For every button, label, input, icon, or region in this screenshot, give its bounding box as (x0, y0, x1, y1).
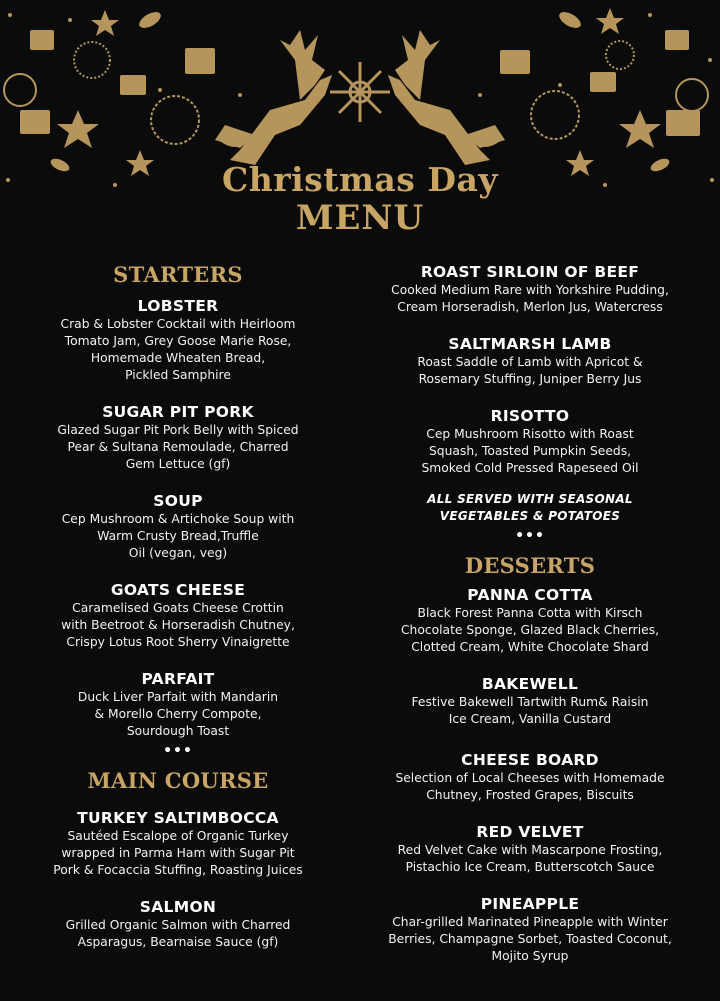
item-description: Glazed Sugar Pit Pork Belly with Spiced Pear & Sultana Remoulade, Charred Gem Lettuce (gf) (57, 423, 299, 471)
item-description: Selection of Local Cheeses with Homemade Chutney, Frosted Grapes, Biscuits (395, 771, 665, 802)
item-name: SUGAR PIT PORK (102, 403, 254, 421)
header-decoration (0, 0, 720, 250)
item-description: Char-grilled Marinated Pineapple with Winter Berries, Champagne Sorbet, Toasted Coconut, Mojito Syrup (388, 915, 672, 963)
menu-title-line1: Christmas Day (221, 160, 499, 199)
menu-item (8, 402, 348, 473)
served-with-note: ALL SERVED WITH SEASONAL VEGETABLES & POTATOES (427, 492, 633, 523)
menu-item (348, 822, 712, 876)
section-separator: ••• (515, 528, 545, 544)
item-name: RED VELVET (476, 823, 584, 841)
menu-item (348, 674, 712, 728)
menu-item (348, 406, 712, 477)
item-description: Caramelised Goats Cheese Crottin with Beetroot & Horseradish Chutney, Crispy Lotus Root Sherry Vinaigrette (61, 601, 295, 649)
item-description: Black Forest Panna Cotta with Kirsch Chocolate Sponge, Glazed Black Cherries, Clotted Cream, White Chocolate Shard (400, 606, 660, 654)
item-description: Cooked Medium Rare with Yorkshire Pudding, Cream Horseradish, Merlon Jus, Watercress (391, 283, 669, 314)
item-name: SOUP (153, 492, 203, 510)
right-column (348, 262, 712, 965)
menu-item (348, 262, 712, 316)
menu-item (348, 894, 712, 965)
item-description: Grilled Organic Salmon with Charred Asparagus, Bearnaise Sauce (gf) (65, 918, 291, 949)
menu-item (348, 585, 712, 656)
item-name: PANNA COTTA (467, 586, 593, 604)
item-description: Festive Bakewell Tartwith Rum& Raisin Ice Cream, Vanilla Custard (411, 695, 649, 726)
menu-item (8, 296, 348, 384)
menu-item (8, 491, 348, 562)
menu-title-line2: MENU (295, 198, 425, 238)
main-course-heading: MAIN COURSE (87, 768, 269, 793)
item-name: ROAST SIRLOIN OF BEEF (420, 263, 640, 281)
starters-heading: STARTERS (113, 262, 243, 287)
item-description: Red Velvet Cake with Mascarpone Frosting, Pistachio Ice Cream, Butterscotch Sauce (397, 843, 663, 874)
item-description: Cep Mushroom Risotto with Roast Squash, Toasted Pumpkin Seeds, Smoked Cold Pressed Rapeseed Oil (421, 427, 639, 475)
item-name: PARFAIT (141, 670, 215, 688)
menu-item (8, 669, 348, 740)
menu-item (8, 897, 348, 951)
item-description: Roast Saddle of Lamb with Apricot & Rosemary Stuffing, Juniper Berry Jus (417, 355, 643, 386)
item-name: GOATS CHEESE (110, 581, 246, 599)
section-separator: ••• (163, 743, 193, 759)
item-name: SALMON (139, 898, 217, 916)
item-description: Crab & Lobster Cocktail with Heirloom Tomato Jam, Grey Goose Marie Rose, Homemade Wheaten Bread, Pickled Samphire (60, 317, 296, 382)
left-column (8, 262, 348, 951)
menu-item (348, 750, 712, 804)
item-name: PINEAPPLE (480, 895, 580, 913)
item-description: Cep Mushroom & Artichoke Soup with Warm Crusty Bread,Truffle Oil (vegan, veg) (61, 512, 295, 560)
item-name: LOBSTER (137, 297, 219, 315)
item-description: Sautéed Escalope of Organic Turkey wrapped in Parma Ham with Sugar Pit Pork & Focaccia Stuffing, Roasting Juices (53, 829, 303, 877)
item-name: CHEESE BOARD (461, 751, 599, 769)
menu-item (348, 334, 712, 388)
menu-item (8, 580, 348, 651)
menu-item (8, 808, 348, 879)
item-name: SALTMARSH LAMB (448, 335, 612, 353)
desserts-heading: DESSERTS (464, 553, 596, 578)
item-name: TURKEY SALTIMBOCCA (77, 809, 279, 827)
item-name: BAKEWELL (481, 675, 579, 693)
item-name: RISOTTO (490, 407, 570, 425)
item-description: Duck Liver Parfait with Mandarin & Morello Cherry Compote, Sourdough Toast (77, 690, 279, 738)
